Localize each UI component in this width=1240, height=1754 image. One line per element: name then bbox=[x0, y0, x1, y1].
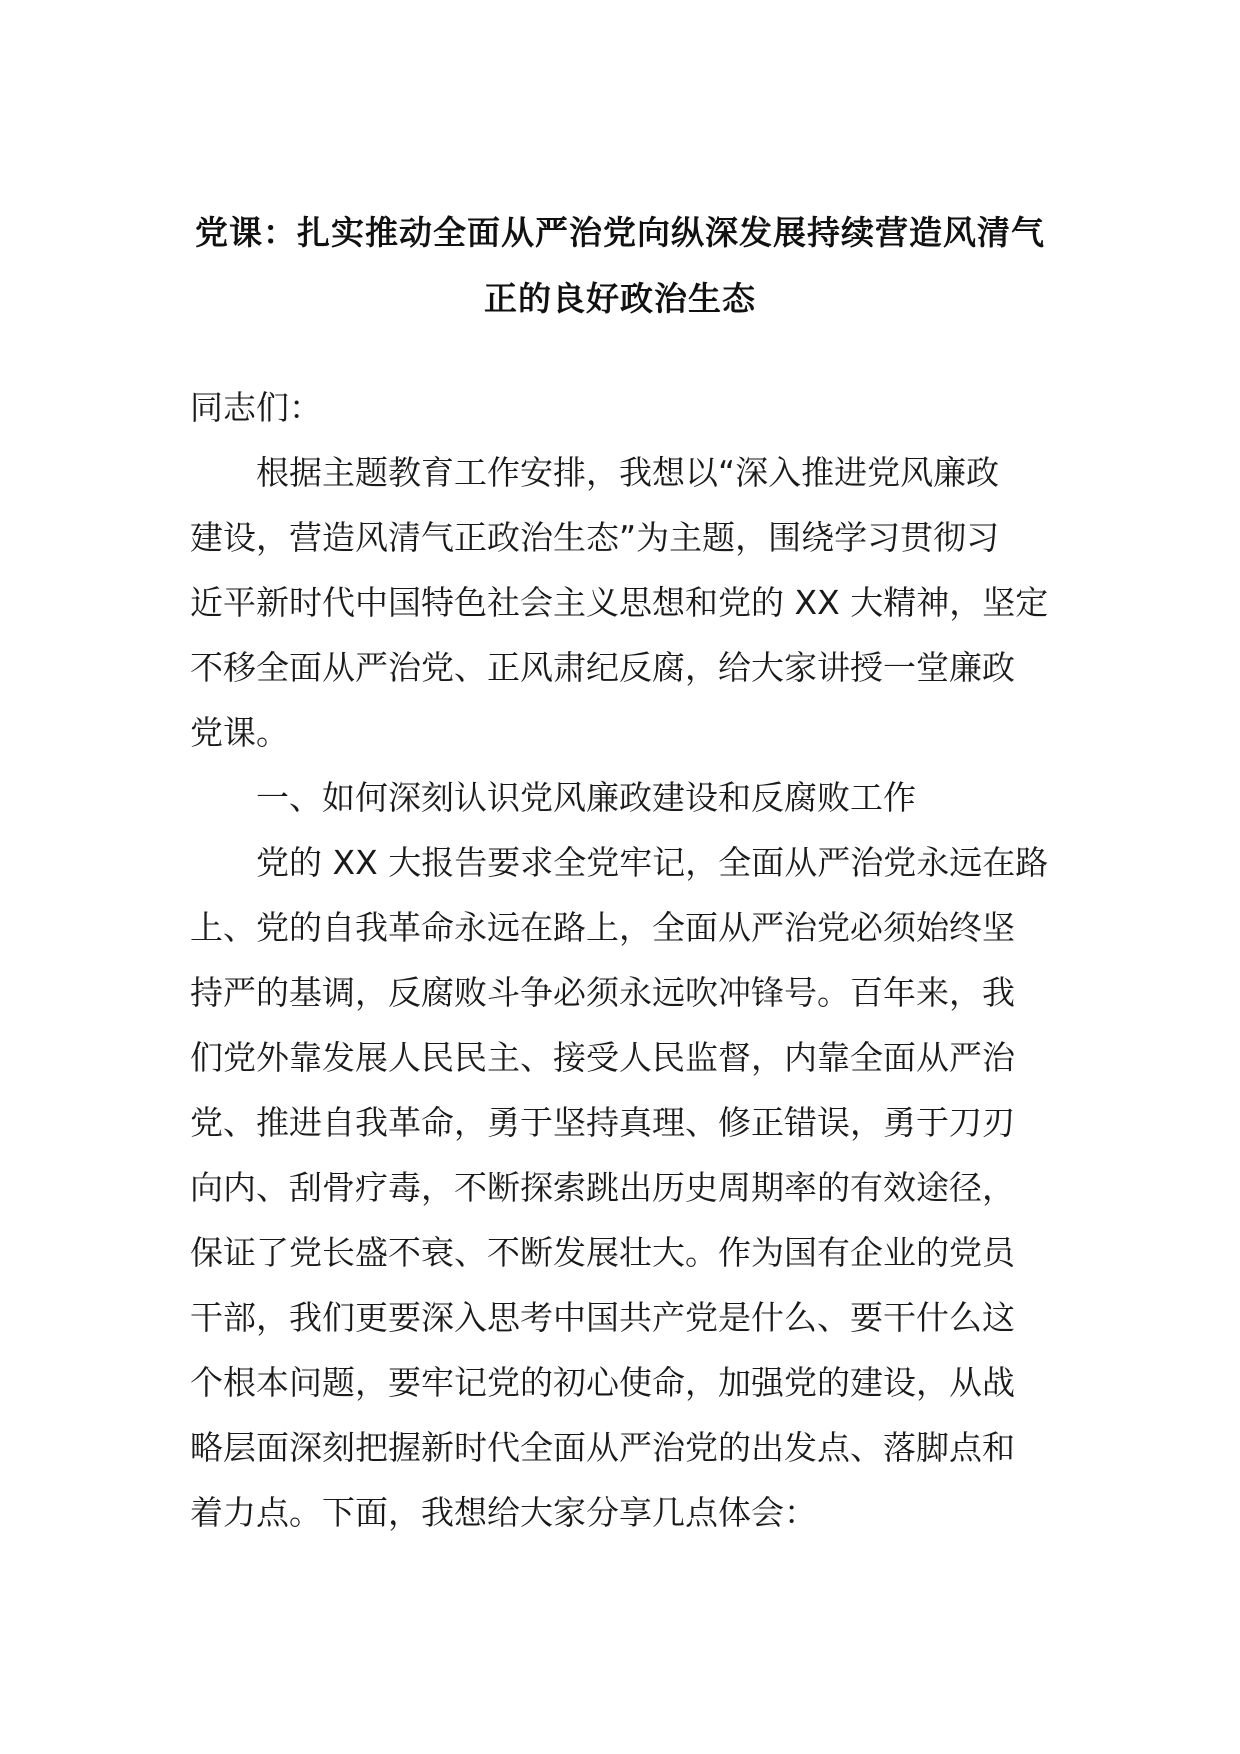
paragraph-line: 建设，营造风清气正政治生态”为主题，围绕学习贯彻习 bbox=[190, 518, 1000, 557]
section-heading bbox=[190, 765, 1060, 830]
paragraph-line: 党的 XX 大报告要求全党牢记，全面从严治党永远在路 bbox=[256, 843, 1049, 882]
paragraph-line: 根据主题教育工作安排，我想以“深入推进党风廉政 bbox=[256, 453, 1000, 492]
paragraph-line: 着力点。下面，我想给大家分享几点体会： bbox=[190, 1493, 817, 1532]
paragraph-line: 们党外靠发展人民民主、接受人民监督，内靠全面从严治 bbox=[190, 1038, 1015, 1077]
paragraph-line: 向内、刮骨疗毒，不断探索跳出历史周期率的有效途径， bbox=[190, 1168, 1015, 1207]
section-heading-text: 一、如何深刻认识党风廉政建设和反腐败工作 bbox=[256, 778, 916, 817]
document-title bbox=[190, 200, 1050, 332]
paragraph-line: 保证了党长盛不衰、不断发展壮大。作为国有企业的党员 bbox=[190, 1233, 1015, 1272]
paragraph-line: 党、推进自我革命，勇于坚持真理、修正错误，勇于刀刃 bbox=[190, 1103, 1015, 1142]
title-line-2: 正的良好政治生态 bbox=[484, 279, 756, 318]
title-line-1: 党课：扎实推动全面从严治党向纵深发展持续营造风清气 bbox=[195, 213, 1045, 252]
paragraph-line: 党课。 bbox=[190, 713, 289, 752]
paragraph-line: 不移全面从严治党、正风肃纪反腐，给大家讲授一堂廉政 bbox=[190, 648, 1015, 687]
salutation-text: 同志们： bbox=[190, 388, 322, 427]
paragraph-line: 持严的基调，反腐败斗争必须永远吹冲锋号。百年来，我 bbox=[190, 973, 1015, 1012]
paragraph-section-1 bbox=[190, 830, 1060, 1545]
paragraph-line: 略层面深刻把握新时代全面从严治党的出发点、落脚点和 bbox=[190, 1428, 1015, 1467]
paragraph-line: 近平新时代中国特色社会主义思想和党的 XX 大精神，坚定 bbox=[190, 583, 1049, 622]
paragraph-line: 个根本问题，要牢记党的初心使命，加强党的建设，从战 bbox=[190, 1363, 1015, 1402]
paragraph-line: 干部，我们更要深入思考中国共产党是什么、要干什么这 bbox=[190, 1298, 1015, 1337]
paragraph-intro bbox=[190, 440, 1060, 765]
paragraph-line: 上、党的自我革命永远在路上，全面从严治党必须始终坚 bbox=[190, 908, 1015, 947]
salutation bbox=[190, 375, 1060, 440]
document-body bbox=[190, 375, 1060, 1545]
